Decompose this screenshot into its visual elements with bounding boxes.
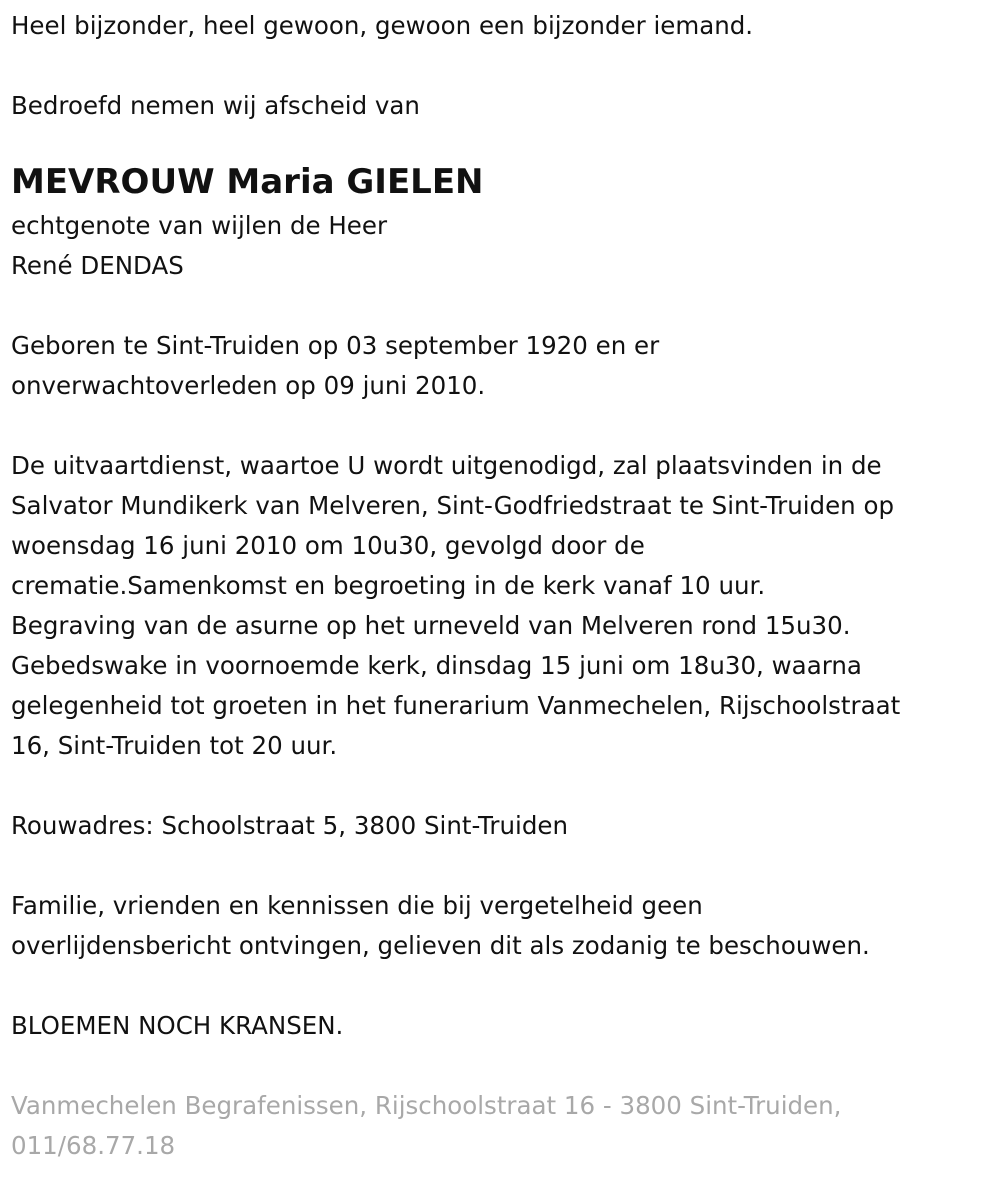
service-paragraph [11,446,996,766]
deceased-name: MEVROUW Maria GIELEN [11,162,484,202]
service-line: woensdag 16 juni 2010 om 10u30, gevolgd door de [11,531,645,560]
spacer [11,766,996,806]
service-line: Salvator Mundikerk van Melveren, Sint-Godfriedstraat te Sint-Truiden op [11,491,895,520]
funeral-home-phone: 011/68.77.18 [11,1131,176,1160]
spacer [11,126,996,158]
mourning-address: Rouwadres: Schoolstraat 5, 3800 Sint-Truiden [11,811,568,840]
birth-death-line-1: Geboren te Sint-Truiden op 03 september 1920 en er [11,331,660,360]
service-line: De uitvaartdienst, waartoe U wordt uitgenodigd, zal plaatsvinden in de [11,451,882,480]
spacer [11,1046,996,1086]
spacer [11,46,996,86]
service-line: Gebedswake in voornoemde kerk, dinsdag 15 juni om 18u30, waarna [11,651,862,680]
spacer [11,966,996,1006]
notice-line-2: overlijdensbericht ontvingen, gelieven dit als zodanig te beschouwen. [11,931,870,960]
service-line: Begraving van de asurne op het urneveld van Melveren rond 15u30. [11,611,851,640]
spacer [11,846,996,886]
service-line: gelegenheid tot groeten in het funerarium Vanmechelen, Rijschoolstraat [11,691,901,720]
birth-death-line-2: onverwachtoverleden op 09 juni 2010. [11,371,486,400]
service-line: crematie.Samenkomst en begroeting in de kerk vanaf 10 uur. [11,571,766,600]
funeral-home-line-1: Vanmechelen Begrafenissen, Rijschoolstraat 16 - 3800 Sint-Truiden, [11,1091,842,1120]
announcement: Bedroefd nemen wij afscheid van [11,91,420,120]
spacer [11,286,996,326]
obituary-document [11,6,996,1166]
spouse-line-2: René DENDAS [11,251,184,280]
flowers-notice: BLOEMEN NOCH KRANSEN. [11,1011,344,1040]
spacer [11,406,996,446]
spouse-line-1: echtgenote van wijlen de Heer [11,211,388,240]
service-line: 16, Sint-Truiden tot 20 uur. [11,731,338,760]
notice-line-1: Familie, vrienden en kennissen die bij vergetelheid geen [11,891,703,920]
motto: Heel bijzonder, heel gewoon, gewoon een bijzonder iemand. [11,11,754,40]
